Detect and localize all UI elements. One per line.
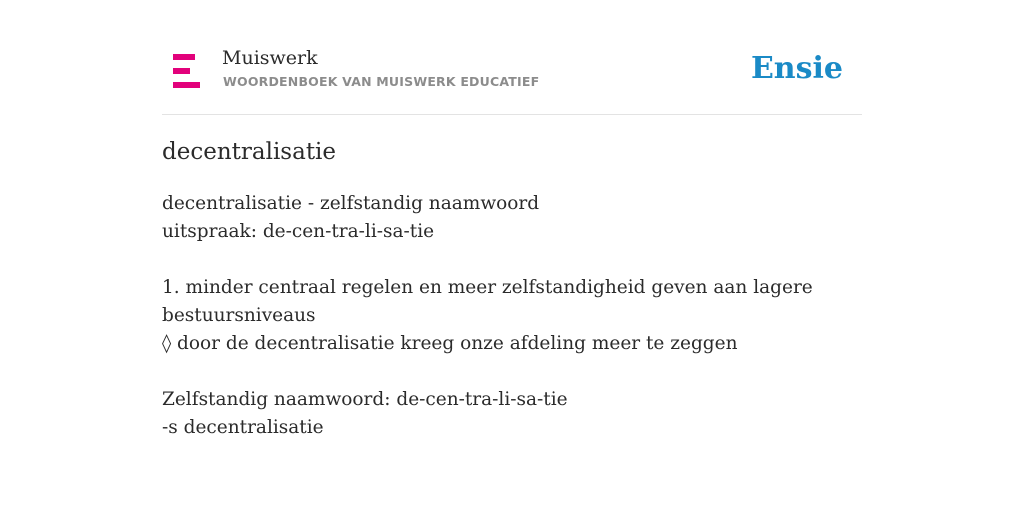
site-subtitle: WOORDENBOEK VAN MUISWERK EDUCATIEF: [223, 74, 540, 89]
header: [162, 0, 862, 115]
spacer: [162, 358, 862, 386]
dictionary-card: [162, 0, 862, 512]
entry-body: [162, 190, 862, 442]
ensie-logo[interactable]: Ensie: [750, 51, 843, 86]
page-title: decentralisatie: [162, 139, 337, 165]
definition-text: 1. minder centraal regelen en meer zelfstandigheid geven aan lagere bestuursniveaus: [162, 277, 813, 326]
spacer: [162, 246, 862, 274]
site-name[interactable]: Muiswerk: [222, 47, 318, 69]
inflection-header: Zelfstandig naamwoord: de-cen-tra-li-sa-tie: [162, 389, 568, 410]
muiswerk-logo-icon[interactable]: [173, 54, 200, 88]
example-text: ◊ door de decentralisatie kreeg onze afdeling meer te zeggen: [162, 333, 738, 354]
part-of-speech-line: decentralisatie - zelfstandig naamwoord: [162, 193, 540, 214]
inflection-form: -s decentralisatie: [162, 417, 324, 438]
pronunciation-line: uitspraak: de-cen-tra-li-sa-tie: [162, 221, 435, 242]
